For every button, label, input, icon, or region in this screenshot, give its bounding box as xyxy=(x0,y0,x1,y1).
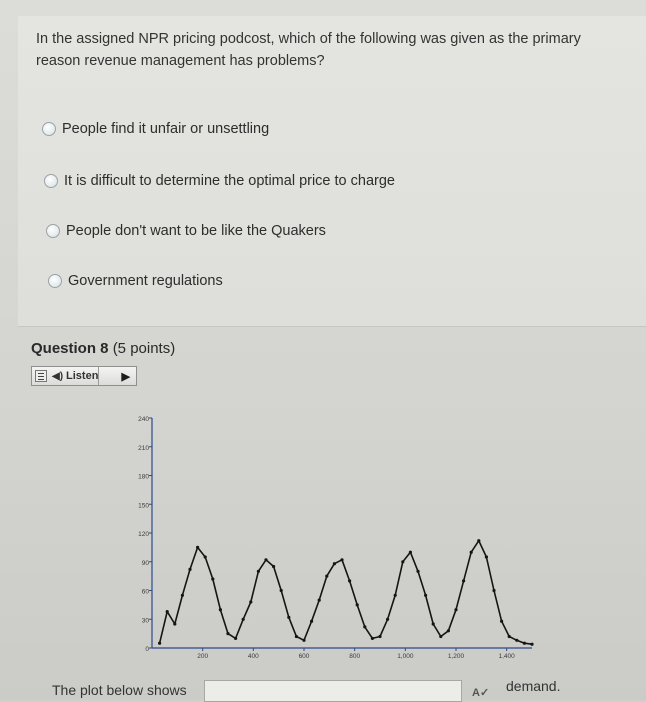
prompt-prefix: The plot below shows xyxy=(52,682,187,698)
data-point xyxy=(439,635,442,638)
question-7-text: In the assigned NPR pricing podcost, which of the following was given as the primary reason revenue management has problems? xyxy=(36,31,581,69)
speaker-icon: ◀) xyxy=(52,370,64,382)
data-point xyxy=(530,643,533,646)
data-point xyxy=(302,639,305,642)
data-point xyxy=(462,579,465,582)
data-point xyxy=(173,622,176,625)
data-point xyxy=(348,579,351,582)
x-tick-label: 1,200 xyxy=(447,653,465,660)
data-point xyxy=(394,594,397,597)
data-point xyxy=(287,616,290,619)
data-point xyxy=(310,620,313,623)
data-point xyxy=(234,637,237,640)
x-tick-label: 1,400 xyxy=(498,653,515,660)
data-point xyxy=(181,594,184,597)
data-point xyxy=(470,551,473,554)
data-point xyxy=(409,551,412,554)
data-point xyxy=(432,622,435,625)
data-point xyxy=(424,594,427,597)
y-tick-label: 0 xyxy=(145,646,149,653)
data-point xyxy=(447,629,450,632)
x-tick-label: 400 xyxy=(247,653,259,660)
data-point xyxy=(371,637,374,640)
data-point xyxy=(401,560,404,563)
data-point xyxy=(242,618,245,621)
listen-label: Listen xyxy=(66,370,99,382)
x-tick-label: 600 xyxy=(298,653,310,660)
data-point xyxy=(454,608,457,611)
y-tick-label: 60 xyxy=(141,588,149,596)
option-1-label: People find it unfair or unsettling xyxy=(62,121,270,137)
data-point xyxy=(492,589,495,592)
data-point xyxy=(508,635,511,638)
data-point xyxy=(211,577,214,580)
data-point xyxy=(158,642,161,645)
spellcheck-icon[interactable]: A✓ xyxy=(472,687,490,699)
y-tick-label: 210 xyxy=(138,444,149,452)
option-4-label: Government regulations xyxy=(68,273,223,289)
data-point xyxy=(386,618,389,621)
data-point xyxy=(500,620,503,623)
question-8-points: (5 points) xyxy=(112,340,176,357)
data-point xyxy=(272,565,275,568)
data-point xyxy=(204,555,207,558)
data-point xyxy=(257,570,260,573)
data-point xyxy=(166,610,169,613)
y-tick-label: 180 xyxy=(138,473,149,481)
data-point xyxy=(325,575,328,578)
y-tick-label: 150 xyxy=(138,502,149,510)
x-tick-label: 1,000 xyxy=(397,653,414,660)
answer-input[interactable] xyxy=(204,680,462,702)
data-point xyxy=(219,608,222,611)
data-point xyxy=(356,603,359,606)
x-tick-label: 200 xyxy=(197,653,209,660)
y-tick-label: 90 xyxy=(141,559,149,567)
y-tick-label: 30 xyxy=(141,617,149,625)
play-icon[interactable]: ▶ xyxy=(121,370,130,383)
data-point xyxy=(188,568,191,571)
y-tick-label: 120 xyxy=(138,531,149,538)
data-point xyxy=(196,546,199,549)
question-8-title: Question 8 xyxy=(31,340,109,357)
data-point xyxy=(523,642,526,645)
data-point xyxy=(264,558,267,561)
data-point xyxy=(363,625,366,628)
data-point xyxy=(333,562,336,565)
data-point xyxy=(416,570,419,573)
data-point xyxy=(485,555,488,558)
option-2-label: It is difficult to determine the optimal price to charge xyxy=(64,173,395,189)
data-point xyxy=(378,635,381,638)
data-point xyxy=(318,599,321,602)
prompt-suffix: demand. xyxy=(506,678,561,694)
data-point xyxy=(340,558,343,561)
y-tick-label: 240 xyxy=(138,416,149,423)
option-3-label: People don't want to be like the Quakers xyxy=(66,223,326,239)
data-point xyxy=(515,639,518,642)
data-point xyxy=(295,635,298,638)
x-tick-label: 800 xyxy=(349,653,361,660)
data-point xyxy=(226,632,229,635)
demand-series-line xyxy=(160,541,532,645)
data-point xyxy=(280,589,283,592)
data-point xyxy=(477,539,480,542)
data-point xyxy=(249,600,252,603)
